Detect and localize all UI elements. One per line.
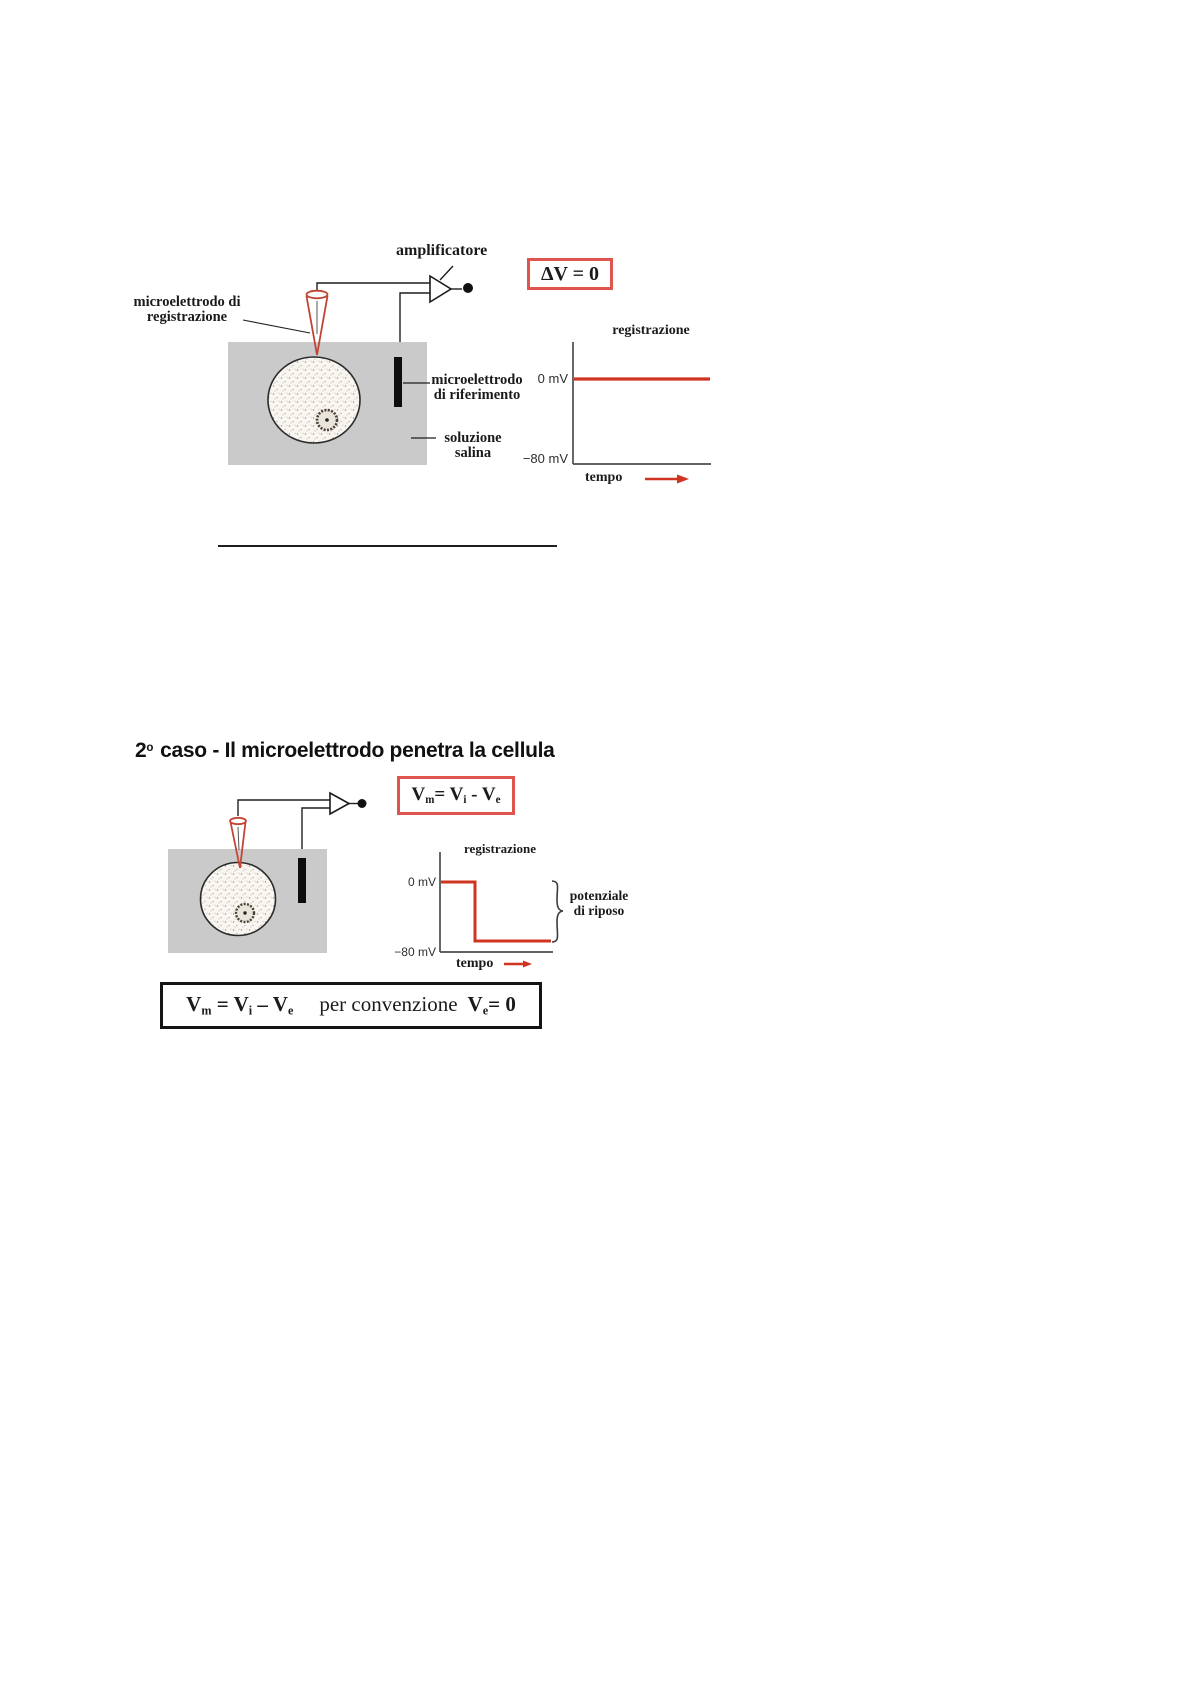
formula2-v3: - V [466, 784, 496, 806]
cell-illustration [268, 357, 360, 443]
section-heading-number: 2 [135, 739, 147, 762]
resting-potential-annotation-line1: potenziale [569, 888, 629, 903]
time-arrow-icon [645, 475, 689, 484]
graph1-ytick-minus80mv: −80 mV [522, 451, 568, 466]
convention-formula-box [160, 982, 542, 1029]
amplifier-icon-2 [330, 793, 367, 814]
conv-text: per convenzione [319, 992, 458, 1017]
saline-label [428, 431, 518, 460]
graph1-ytick-0mv: 0 mV [537, 371, 568, 386]
brace-icon [552, 881, 563, 942]
saline-label-line1: soluzione [444, 430, 502, 446]
reference-electrode-label-line1: microelettrodo [431, 372, 523, 388]
cell-illustration-2 [201, 863, 276, 936]
section-heading-text: caso - Il microelettrodo penetra la cellula [160, 739, 555, 762]
figure2-trace-line [441, 882, 551, 941]
resting-potential-annotation [563, 888, 635, 918]
delta-v-formula-box [527, 258, 613, 290]
figure1-graph-axes [573, 342, 711, 464]
reference-electrode-icon-2 [298, 858, 306, 903]
amplifier-label: amplificatore [396, 242, 488, 259]
figure2-graph-axes [440, 852, 553, 952]
graph2-ytick-minus80mv: −80 mV [394, 945, 436, 959]
conv-v5: = 0 [488, 992, 516, 1017]
membrane-potential-formula [411, 784, 500, 806]
saline-label-line2: salina [454, 444, 492, 461]
graph2-ytick-0mv: 0 mV [407, 875, 436, 889]
membrane-potential-formula-box [397, 776, 515, 815]
resting-potential-annotation-line2: di riposo [573, 903, 625, 918]
section-heading [135, 739, 555, 763]
nucleus-2 [236, 904, 254, 922]
section-heading-ordinal: o [146, 742, 154, 755]
graph1-xlabel-tempo: tempo [585, 470, 623, 485]
conv-s4: e [482, 1003, 489, 1018]
conv-v2: = V [211, 992, 249, 1017]
conv-s2: i [248, 1003, 253, 1018]
reference-electrode-label-line2: di riferimento [433, 386, 521, 403]
formula2-s1: m [425, 794, 435, 807]
formula2-v2: = V [434, 784, 464, 806]
conv-s3: e [287, 1003, 294, 1018]
graph2-title: registrazione [464, 841, 536, 856]
conv-v1: V [186, 992, 202, 1017]
nucleus [317, 410, 337, 430]
conv-v4: V [467, 992, 483, 1017]
recording-electrode-label-line2: registrazione [146, 308, 228, 325]
conv-s1: m [201, 1003, 212, 1018]
convention-formula [186, 992, 516, 1018]
recording-electrode-label-line1: microelettrodo di [133, 294, 241, 310]
graph1-title: registrazione [612, 323, 690, 338]
amplifier-icon [430, 276, 473, 302]
time-arrow-icon-2 [504, 961, 532, 968]
formula2-v1: V [411, 784, 426, 806]
graph2-xlabel-tempo: tempo [456, 956, 494, 971]
recording-electrode-label [128, 295, 246, 324]
formula2-s2: i [463, 794, 467, 807]
delta-v-formula: ΔV = 0 [540, 262, 600, 285]
reference-electrode-label [426, 373, 528, 402]
conv-v3: – V [252, 992, 288, 1017]
formula2-s3: e [495, 794, 501, 807]
